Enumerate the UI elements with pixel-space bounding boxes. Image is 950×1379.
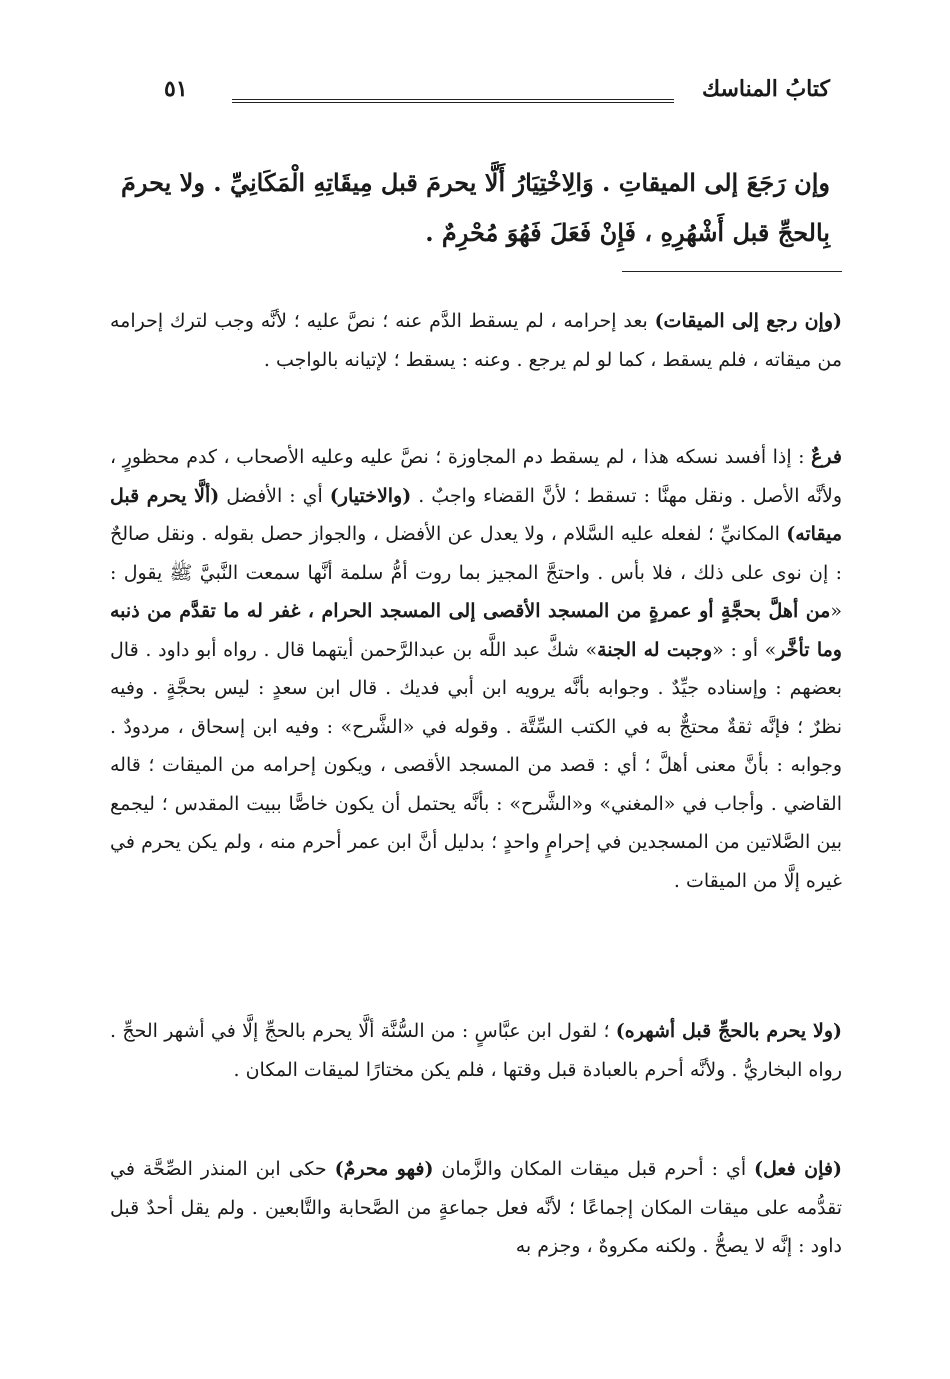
running-header-title: كتابُ المناسك [701, 76, 830, 102]
commentary-text: » أو : « [712, 638, 777, 661]
hadith-text: وجبت له الجنة [597, 638, 713, 661]
commentary-paragraph-3 [110, 1012, 842, 1089]
commentary-text: أي : أحرم قبل ميقات المكان والزَّمان [433, 1158, 755, 1180]
header-rule [232, 99, 674, 103]
quoted-matn: (ألَّا يحرم قبل ميقاته) [110, 484, 842, 545]
commentary-paragraph-1 [110, 302, 842, 379]
commentary-text: بعد إحرامه ، لم يسقط الدَّم عنه ؛ نصَّ عليه ؛ لأنَّه وجب لترك إحرامه من ميقاته ، فلم يسقط ، كما لو لم يرجع . وعنه : يسقط ؛ لإتيانه بالواجب . [110, 310, 842, 371]
commentary-paragraph-4 [110, 1150, 842, 1266]
matn-line-2: بِالحجِّ قبل أَشْهُرِهِ ، فَإِنْ فَعَلَ فَهُوَ مُحْرِمٌ . [425, 218, 830, 247]
commentary-text: ؛ لقول ابن عبَّاسٍ : من السُّنَّة ألَّا يحرم بالحجِّ إلَّا في أشهر الحجِّ . رواه البخاريُّ . ولأنَّه أحرم بالعبادة قبل وقتها ، فلم يكن مختارًا لميقات المكان . [110, 1020, 842, 1081]
commentary-text: المكانيِّ ؛ لفعله عليه السَّلام ، ولا يعدل عن الأفضل ، والجواز حصل بقوله . ونقل صالحٌ : إن نوى على ذلك ، فلا بأس . واحتجَّ المجيز بما روت أمُّ سلمة أنَّها سمعت النَّبيَّ ﷺ يقول : « [110, 523, 842, 622]
quoted-matn: (فإن فعل) [754, 1158, 842, 1180]
commentary-text: » شكَّ عبد اللَّه بن عبدالرَّحمن أيتهما قال . رواه أبو داود . قال بعضهم : وإسناده جيِّدٌ . وجوابه بأنَّه يرويه ابن أبي فديك . قال ابن سعدٍ : ليس بحجَّةٍ . وفيه نظرٌ ؛ فإنَّه ثقةٌ محتجٌّ به في الكتب السِّتَّة . وقوله في «الشَّرح» : وفيه ابن إسحاق ، مردودٌ . وجوابه : بأنَّ معنى أهلَّ ؛ أي : قصد من المسجد الأقصى ، ويكون إحرامه من الميقات ؛ قاله القاضي . وأجاب في «المغني» و«الشَّرح» : بأنَّه يحتمل أن يكون خاصًّا ببيت المقدس ؛ ليجمع بين الصَّلاتين من المسجدين في إحرامٍ واحدٍ ؛ بدليل أنَّ ابن عمر أحرم منه ، ولم يكن يحرم في غيره إلَّا من الميقات . [110, 638, 842, 892]
section-label: فرعٌ [811, 446, 842, 468]
matn-line-1: وإن رَجَعَ إلى الميقاتِ . وَالِاخْتِيَارُ أَلَّا يحرمَ قبل مِيقَاتِهِ الْمَكَانِيِّ . ولا يحرمَ [121, 168, 830, 197]
hadith-text: من أهلَّ بحجَّةٍ أو عمرةٍ من المسجد الأقصى إلى المسجد الحرام ، غفر له ما تقدَّم من ذنبه وما تأخَّر [110, 600, 842, 661]
quoted-matn: (فهو محرمٌ) [334, 1158, 434, 1180]
commentary-paragraph-2 [110, 438, 842, 900]
commentary-text: حكى ابن المنذر الصِّحَّة في تقدُّمه على ميقات المكان إجماعًا ؛ لأنَّه فعل جماعةٍ من الصَّحابة والتَّابعين . ولم يقل أحدٌ قبل داود : إنَّه لا يصحُّ . ولكنه مكروهٌ ، وجزم به [110, 1158, 842, 1257]
matn-separator-rule [622, 271, 842, 272]
commentary-text: : إذا أفسد نسكه هذا ، لم يسقط دم المجاوزة ؛ نصَّ عليه وعليه الأصحاب ، كدم محظورٍ ، ولأنَّه الأصل . ونقل مهنَّا : تسقط ؛ لأنَّ القضاء واجبٌ . [110, 446, 842, 507]
quoted-matn: (وإن رجع إلى الميقات) [654, 310, 842, 332]
quoted-matn: (والاختيار) [329, 484, 412, 507]
page-number: ٥١ [164, 76, 188, 102]
quoted-matn: (ولا يحرم بالحجِّ قبل أشهره) [615, 1020, 842, 1042]
commentary-text: أي : الأفضل [219, 484, 330, 507]
